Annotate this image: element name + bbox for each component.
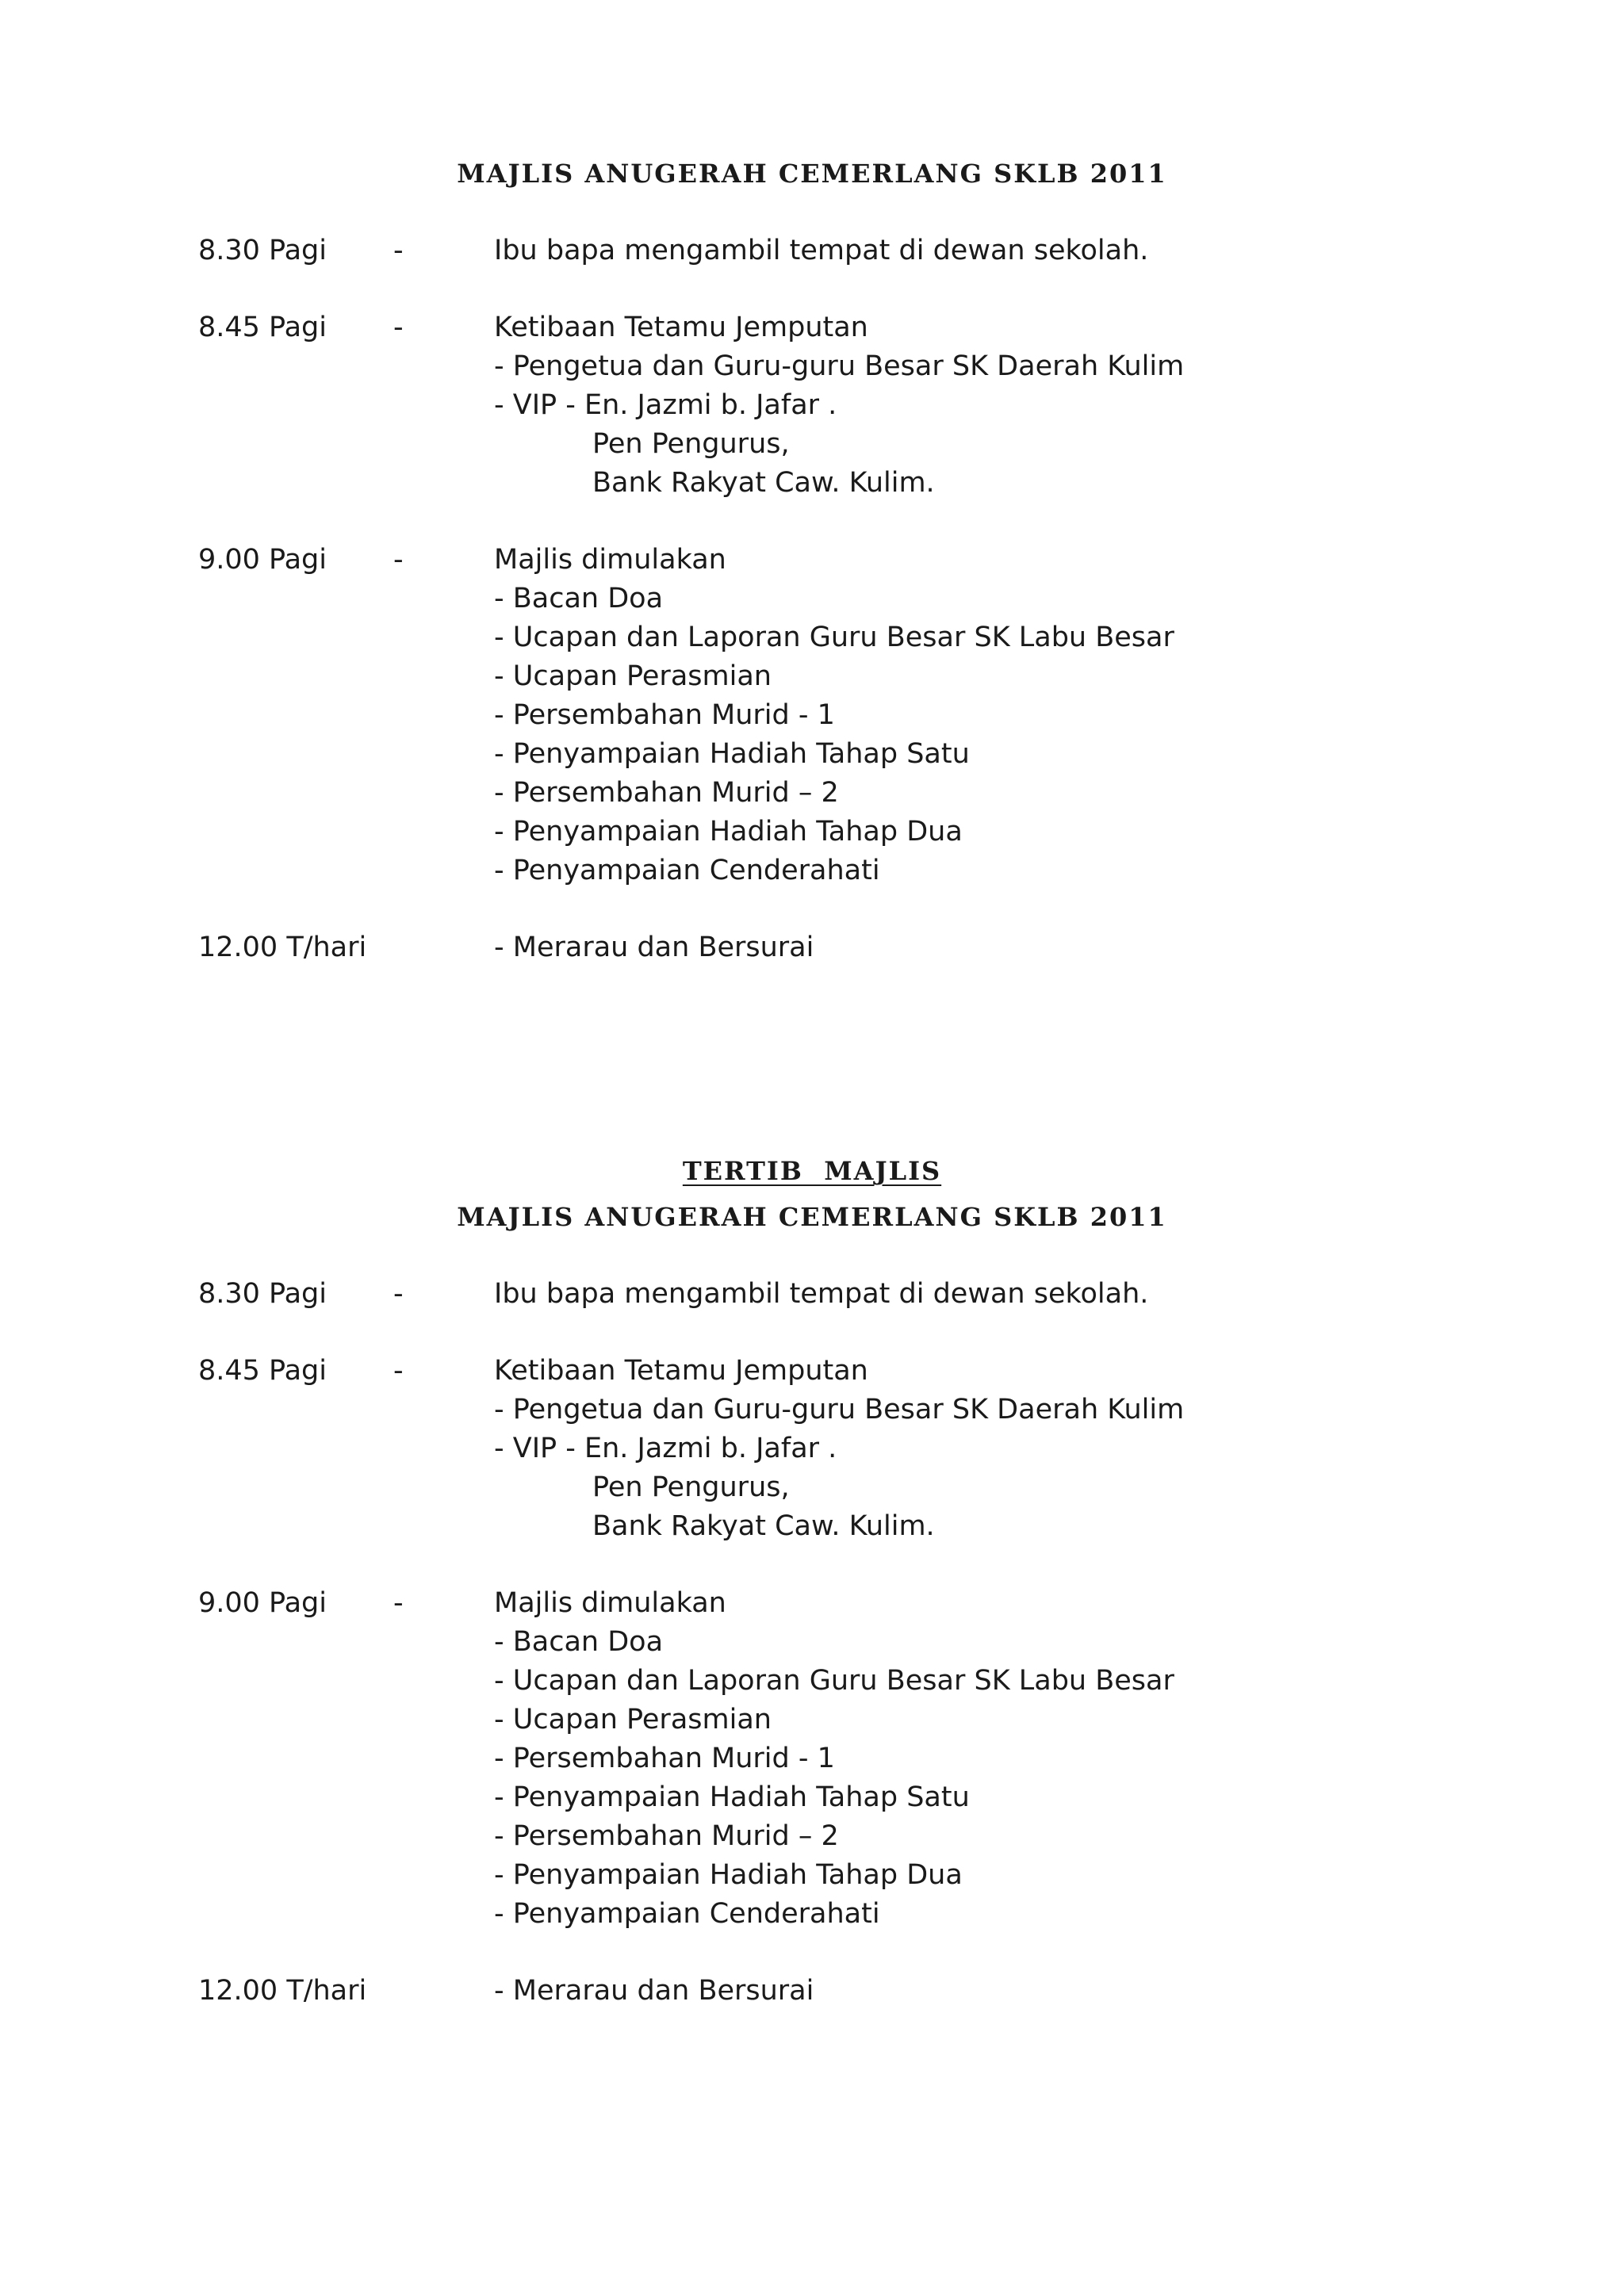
- schedule-line: - Bacan Doa: [494, 1626, 664, 1658]
- schedule-list: [0, 1275, 1624, 2011]
- schedule-time: 8.30 Pagi: [198, 1278, 327, 1310]
- schedule-line: - Penyampaian Hadiah Tahap Dua: [494, 1859, 963, 1891]
- schedule-item: [0, 1275, 1624, 1314]
- schedule-line: - Penyampaian Hadiah Tahap Dua: [494, 816, 963, 848]
- schedule-line: - Persembahan Murid – 2: [494, 1820, 839, 1852]
- schedule-line: Ibu bapa mengambil tempat di dewan sekolah.: [494, 1278, 1149, 1310]
- schedule-line: - Pengetua dan Guru-guru Besar SK Daerah Kulim: [494, 1394, 1185, 1425]
- schedule-separator: -: [393, 1587, 404, 1619]
- schedule-line: - Merarau dan Bersurai: [494, 932, 814, 963]
- section-heading: MAJLIS ANUGERAH CEMERLANG SKLB 2011: [457, 1202, 1167, 1232]
- schedule-item: [0, 541, 1624, 890]
- schedule-item: [0, 928, 1624, 967]
- schedule-line: - VIP - En. Jazmi b. Jafar .: [494, 1433, 837, 1464]
- schedule-line: - Penyampaian Hadiah Tahap Satu: [494, 1781, 970, 1813]
- schedule-time: 9.00 Pagi: [198, 544, 327, 576]
- schedule-item: [0, 1972, 1624, 2011]
- schedule-line: Ketibaan Tetamu Jemputan: [494, 312, 868, 343]
- schedule-line: Bank Rakyat Caw. Kulim.: [592, 467, 935, 499]
- schedule-time: 8.30 Pagi: [198, 235, 327, 266]
- schedule-list: [0, 232, 1624, 967]
- schedule-item: [0, 1584, 1624, 1934]
- schedule-separator: -: [393, 1355, 404, 1387]
- schedule-separator: -: [393, 235, 404, 266]
- schedule-line: - Merarau dan Bersurai: [494, 1975, 814, 2007]
- schedule-line: - Pengetua dan Guru-guru Besar SK Daerah Kulim: [494, 350, 1185, 382]
- schedule-line: - Ucapan Perasmian: [494, 660, 772, 692]
- schedule-line: - Persembahan Murid – 2: [494, 777, 839, 809]
- schedule-line: - Persembahan Murid - 1: [494, 699, 835, 731]
- schedule-separator: -: [393, 312, 404, 343]
- schedule-time: 8.45 Pagi: [198, 312, 327, 343]
- schedule-line: - Ucapan Perasmian: [494, 1704, 772, 1735]
- schedule-item: [0, 232, 1624, 270]
- schedule-time: 12.00 T/hari: [198, 1975, 367, 2007]
- schedule-time: 12.00 T/hari: [198, 932, 367, 963]
- schedule-line: Majlis dimulakan: [494, 1587, 726, 1619]
- schedule-line: Majlis dimulakan: [494, 544, 726, 576]
- schedule-item: [0, 1352, 1624, 1546]
- schedule-line: - Persembahan Murid - 1: [494, 1743, 835, 1774]
- schedule-line: - Ucapan dan Laporan Guru Besar SK Labu Besar: [494, 1665, 1174, 1697]
- schedule-line: - Ucapan dan Laporan Guru Besar SK Labu Besar: [494, 622, 1174, 653]
- schedule-line: Pen Pengurus,: [592, 428, 790, 460]
- schedule-line: Pen Pengurus,: [592, 1471, 790, 1503]
- schedule-separator: -: [393, 1278, 404, 1310]
- section-title-text: TERTIB MAJLIS: [682, 1156, 942, 1186]
- schedule-line: - Bacan Doa: [494, 583, 664, 614]
- schedule-line: - VIP - En. Jazmi b. Jafar .: [494, 389, 837, 421]
- schedule-line: Bank Rakyat Caw. Kulim.: [592, 1510, 935, 1542]
- schedule-line: Ibu bapa mengambil tempat di dewan sekolah.: [494, 235, 1149, 266]
- section-heading: MAJLIS ANUGERAH CEMERLANG SKLB 2011: [457, 159, 1167, 189]
- schedule-line: Ketibaan Tetamu Jemputan: [494, 1355, 868, 1387]
- schedule-line: - Penyampaian Hadiah Tahap Satu: [494, 738, 970, 770]
- schedule-line: - Penyampaian Cenderahati: [494, 1898, 880, 1930]
- section-title: [0, 1148, 1624, 1194]
- schedule-line: - Penyampaian Cenderahati: [494, 855, 880, 886]
- schedule-item: [0, 308, 1624, 503]
- schedule-time: 8.45 Pagi: [198, 1355, 327, 1387]
- schedule-section-1: [0, 151, 1624, 1005]
- schedule-separator: -: [393, 544, 404, 576]
- schedule-section-2: [0, 1148, 1624, 2049]
- schedule-time: 9.00 Pagi: [198, 1587, 327, 1619]
